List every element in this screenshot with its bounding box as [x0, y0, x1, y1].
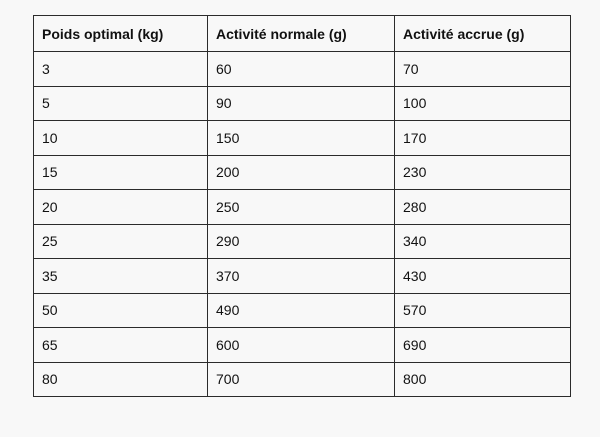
cell-activite-normale: 600 — [208, 328, 395, 363]
table-row — [34, 224, 571, 259]
header-row — [34, 16, 571, 52]
cell-poids: 10 — [34, 121, 208, 156]
table-body — [34, 52, 571, 397]
cell-activite-normale: 370 — [208, 259, 395, 294]
cell-activite-accrue: 800 — [395, 362, 571, 397]
cell-poids: 15 — [34, 155, 208, 190]
cell-poids: 80 — [34, 362, 208, 397]
table-row — [34, 155, 571, 190]
cell-activite-normale: 490 — [208, 293, 395, 328]
header-activite-accrue: Activité accrue (g) — [395, 16, 571, 52]
cell-activite-accrue: 430 — [395, 259, 571, 294]
cell-activite-accrue: 70 — [395, 52, 571, 87]
cell-activite-accrue: 170 — [395, 121, 571, 156]
cell-poids: 3 — [34, 52, 208, 87]
cell-activite-accrue: 570 — [395, 293, 571, 328]
table-row — [34, 328, 571, 363]
cell-activite-normale: 200 — [208, 155, 395, 190]
table-row — [34, 52, 571, 87]
table-row — [34, 362, 571, 397]
cell-activite-accrue: 100 — [395, 86, 571, 121]
feeding-table — [33, 15, 571, 397]
cell-activite-normale: 290 — [208, 224, 395, 259]
table-row — [34, 86, 571, 121]
cell-poids: 25 — [34, 224, 208, 259]
cell-activite-normale: 90 — [208, 86, 395, 121]
table-row — [34, 259, 571, 294]
cell-activite-accrue: 340 — [395, 224, 571, 259]
cell-activite-accrue: 690 — [395, 328, 571, 363]
table-row — [34, 190, 571, 225]
cell-poids: 50 — [34, 293, 208, 328]
cell-poids: 5 — [34, 86, 208, 121]
cell-activite-normale: 150 — [208, 121, 395, 156]
cell-poids: 35 — [34, 259, 208, 294]
cell-activite-accrue: 230 — [395, 155, 571, 190]
header-poids-optimal: Poids optimal (kg) — [34, 16, 208, 52]
cell-activite-normale: 60 — [208, 52, 395, 87]
cell-activite-accrue: 280 — [395, 190, 571, 225]
cell-activite-normale: 250 — [208, 190, 395, 225]
cell-poids: 65 — [34, 328, 208, 363]
cell-activite-normale: 700 — [208, 362, 395, 397]
header-activite-normale: Activité normale (g) — [208, 16, 395, 52]
table-header — [34, 16, 571, 52]
cell-poids: 20 — [34, 190, 208, 225]
table-row — [34, 121, 571, 156]
table-row — [34, 293, 571, 328]
